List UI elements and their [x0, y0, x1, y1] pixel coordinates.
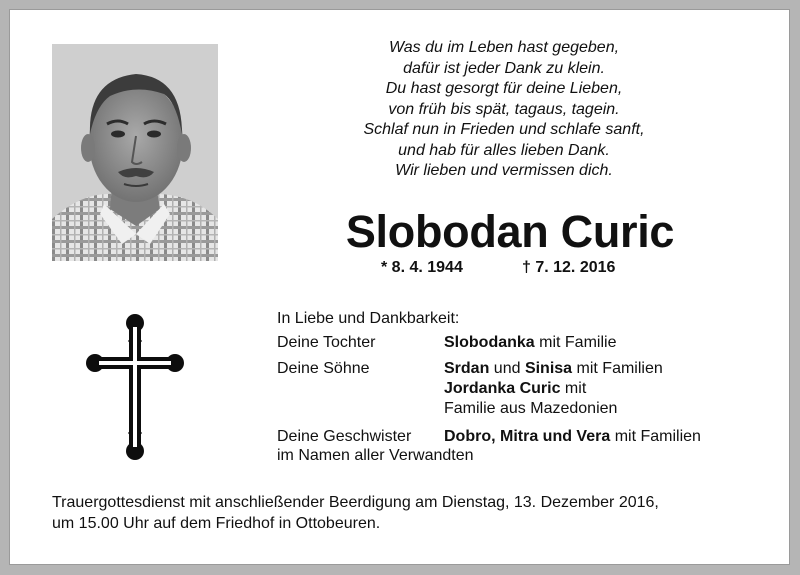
- funeral-notice: [52, 492, 772, 534]
- son-name: Srdan: [444, 360, 490, 377]
- jordanka-entry: [444, 379, 586, 400]
- jordanka-name: Jordanka Curic: [444, 380, 561, 397]
- poem-line: von früh bis spät, tagaus, tagein.: [388, 100, 620, 118]
- funeral-notice-line: um 15.00 Uhr auf dem Friedhof in Ottobeuren.: [52, 515, 381, 532]
- sons-suffix: mit Familien: [572, 360, 663, 377]
- poem-line: Was du im Leben hast gegeben,: [388, 39, 620, 56]
- sons-label: Deine Söhne: [277, 360, 370, 377]
- siblings-names: Dobro, Mitra und Vera: [444, 428, 611, 445]
- jordanka-suffix: mit: [560, 380, 587, 397]
- memorial-poem: [280, 38, 728, 182]
- daughter-label: Deine Tochter: [277, 334, 376, 351]
- relatives-line: im Namen aller Verwandten: [277, 447, 474, 464]
- mourners-intro: In Liebe und Dankbarkeit:: [277, 310, 460, 327]
- poem-line: Schlaf nun in Frieden und schlafe sanft,: [363, 121, 645, 138]
- daughter-name: Slobodanka: [444, 334, 535, 351]
- poem-line: Du hast gesorgt für deine Lieben,: [385, 80, 623, 97]
- son-name: Sinisa: [524, 360, 573, 377]
- conjunction: und: [489, 360, 525, 377]
- cross-icon: [85, 313, 185, 463]
- birth-date: * 8. 4. 1944: [381, 259, 463, 276]
- daughter-entry: [444, 333, 616, 354]
- daughter-suffix: mit Familie: [534, 334, 617, 351]
- deceased-name: Slobodan Curic: [345, 206, 675, 257]
- portrait-photo: [52, 44, 218, 261]
- siblings-entry: [444, 427, 701, 448]
- siblings-label: Deine Geschwister: [277, 428, 412, 445]
- obituary-card: [9, 9, 790, 565]
- poem-line: und hab für alles lieben Dank.: [398, 141, 610, 159]
- jordanka-family: Familie aus Mazedonien: [444, 400, 618, 417]
- poem-line: dafür ist jeder Dank zu klein.: [403, 59, 605, 77]
- funeral-notice-line: Trauergottesdienst mit anschließender Beerdigung am Dienstag, 13. Dezember 2016,: [52, 494, 659, 511]
- siblings-suffix: mit Familien: [610, 428, 701, 445]
- death-date: † 7. 12. 2016: [522, 259, 616, 276]
- sons-entry: [444, 359, 663, 380]
- poem-line: Wir lieben und vermissen dich.: [395, 162, 613, 179]
